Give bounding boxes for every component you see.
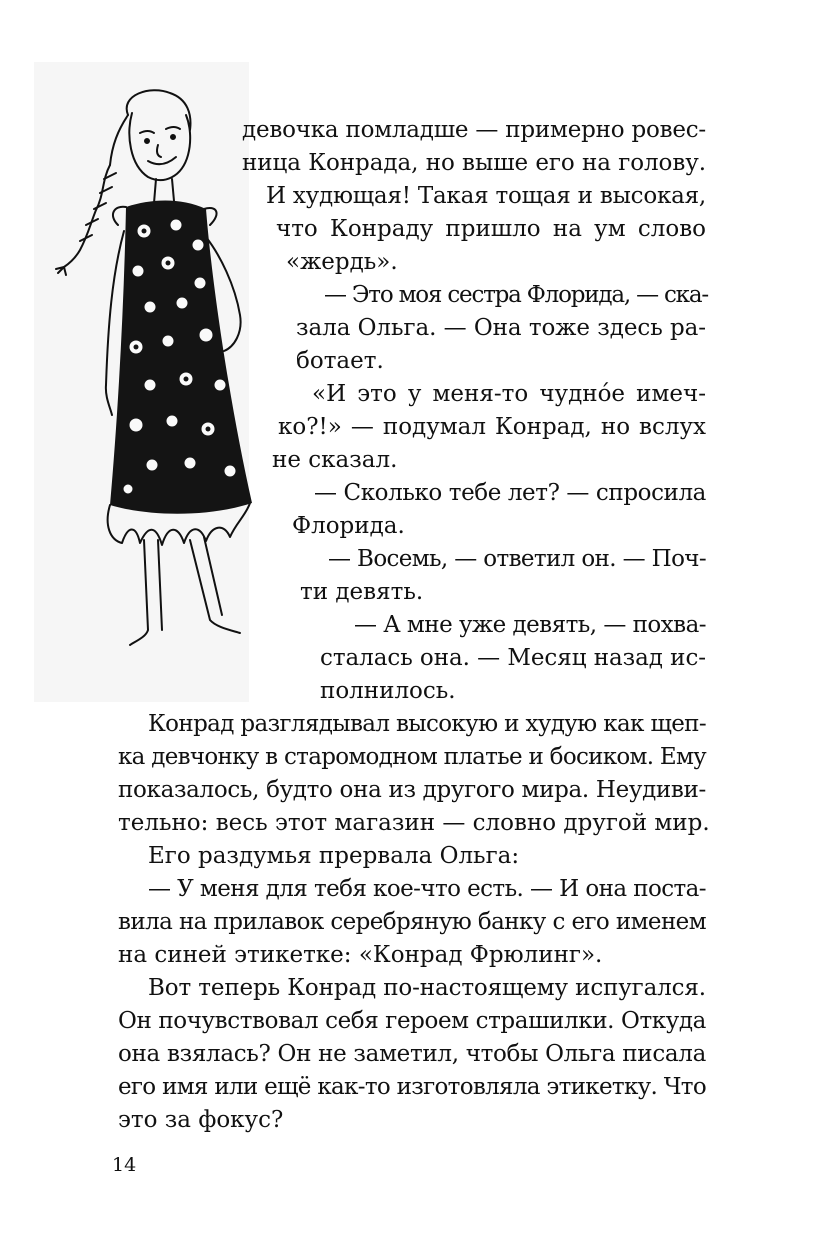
text-line: Конрад разглядывал высокую и худую как щеп- (148, 711, 706, 737)
text-line: — У меня для тебя кое-что есть. — И она поста- (148, 876, 706, 902)
text-line: ка девчонку в старомодном платье и босиком. Ему (118, 744, 706, 770)
text-line: что Конраду пришло на ум слово (276, 216, 706, 242)
text-line: ботает. (296, 348, 384, 374)
text-line: полнилось. (320, 678, 456, 704)
text-line: — Восемь, — ответил он. — Поч- (328, 546, 706, 572)
text-line: на синей этикетке: «Конрад Фрюлинг». (118, 942, 603, 968)
text-line: — Это моя сестра Флорида, — ска- (324, 282, 708, 308)
text-line: не сказал. (272, 447, 398, 473)
text-line: зала Ольга. — Она тоже здесь ра- (296, 315, 706, 341)
text-line: Флорида. (292, 513, 405, 539)
text-line: показалось, будто она из другого мира. Неудиви- (118, 777, 706, 803)
text-line: «И это у меня-то чудно́е имеч- (312, 381, 706, 407)
text-line: Он почувствовал себя героем страшилки. Откуда (118, 1008, 706, 1034)
text-line: его имя или ещё как-то изготовляла этикетку. Что (118, 1074, 706, 1100)
text-line: ко?!» — подумал Конрад, но вслух (278, 414, 706, 440)
text-line: — А мне уже девять, — похва- (354, 612, 706, 638)
page-number: 14 (112, 1154, 137, 1176)
text-line: И худющая! Такая тощая и высокая, (266, 183, 706, 209)
text-line: тельно: весь этот магазин — словно другой мир. (118, 810, 710, 836)
text-line: вила на прилавок серебряную банку с его именем (118, 909, 706, 935)
text-line: — Сколько тебе лет? — спросила (314, 480, 706, 506)
text-line: сталась она. — Месяц назад ис- (320, 645, 706, 671)
text-line: Его раздумья прервала Ольга: (148, 843, 520, 869)
text-line: она взялась? Он не заметил, чтобы Ольга писала (118, 1041, 706, 1067)
text-line: это за фокус? (118, 1107, 284, 1133)
text-line: Вот теперь Конрад по-настоящему испугался. (148, 975, 706, 1001)
text-line: ти девять. (300, 579, 424, 605)
text-line: девочка помладше — примерно ровес- (242, 117, 706, 143)
text-line: «жердь». (286, 249, 398, 275)
text-line: ница Конрада, но выше его на голову. (242, 150, 707, 176)
